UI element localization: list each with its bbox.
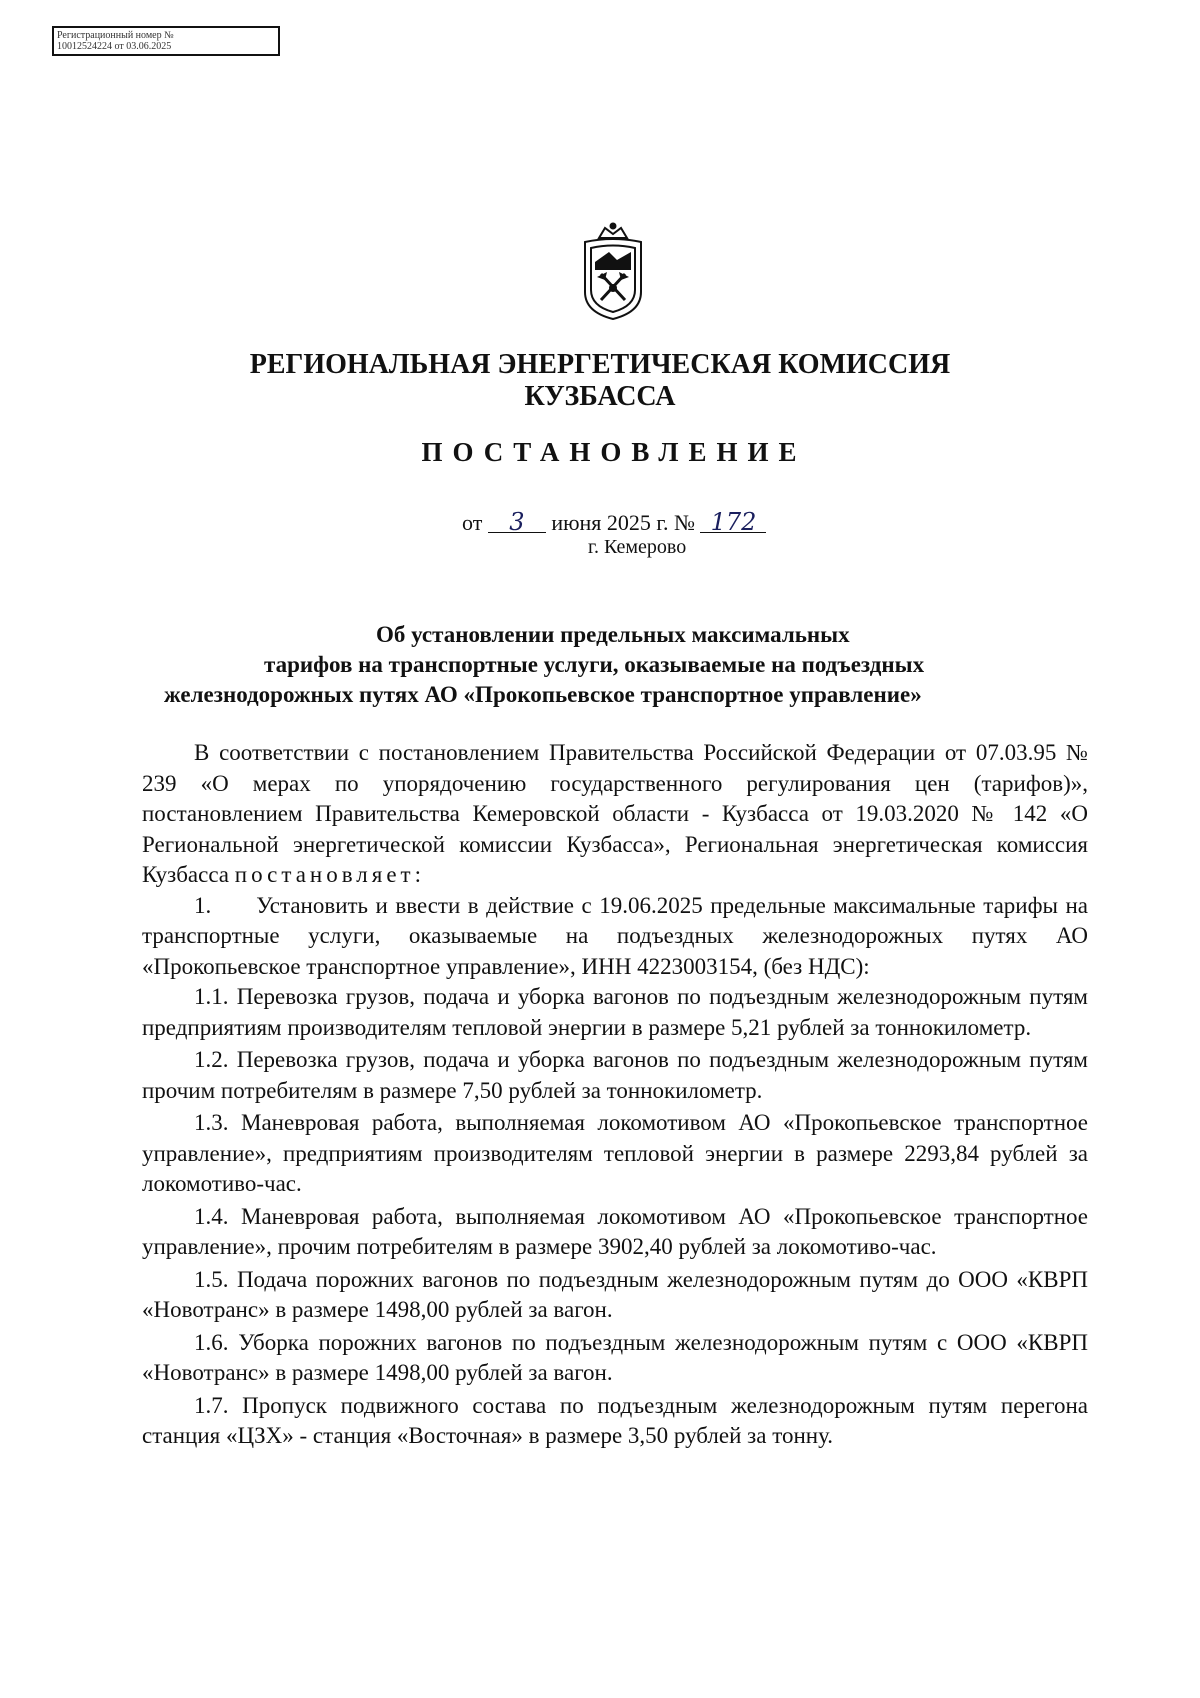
item-1-7: 1.7. Пропуск подвижного состава по подъездным железнодорожным путям перегона станция «ЦЗХ» - станция «Восточная» в размере 3,50 рублей за тонну. <box>142 1392 1088 1448</box>
organization-name-line-2: КУЗБАССА <box>524 381 676 412</box>
subject-line-3: железнодорожных путях АО «Прокопьевское транспортное управление» <box>164 682 922 707</box>
city: г. Кемерово <box>588 536 687 558</box>
item-1: 1. Установить и ввести в действие с 19.06.2025 предельные максимальные тарифы на транспортные услуги, оказываемые на подъездных железнодорожных путях АО «Прокопьевское транспортное управление», ИНН 4223003154, (без НДС): <box>142 892 1088 979</box>
date-month-year: июня 2025 г. <box>551 510 669 535</box>
document-number: 172 <box>700 512 766 533</box>
subject-line-2: тарифов на транспортные услуги, оказываемые на подъездных <box>264 652 925 677</box>
organization-name <box>0 349 1200 413</box>
date-prefix: от <box>462 510 483 535</box>
item-1-3: 1.3. Маневровая работа, выполняемая локомотивом АО «Прокопьевское транспортное управление», предприятиям производителям тепловой энергии в размере 2293,84 рублей за локомотиво-час. <box>142 1110 1088 1196</box>
date-line <box>462 510 766 536</box>
preamble-text: В соответствии с постановлением Правительства Российской Федерации от 07.03.95 № 239 «О мерах по упорядочению государственного регулирования цен (тарифов)», постановлением Правительства Кемеровской области - Кузбасса от 19.03.2020 № 142 «О Региональной энергетической комиссии Кузбасса», Региональная энергетическая комиссия Кузбасса <box>142 740 1088 887</box>
item-1-2: 1.2. Перевозка грузов, подача и уборка вагонов по подъездным железнодорожным путям прочим потребителям в размере 7,50 рублей за тоннокилометр. <box>142 1047 1088 1103</box>
document-type: ПОСТАНОВЛЕНИЕ <box>421 437 807 467</box>
document-subject <box>140 620 1080 710</box>
number-sign: № <box>673 510 695 535</box>
subject-line-1: Об установлении предельных максимальных <box>376 622 850 647</box>
registration-stamp <box>52 26 280 56</box>
organization-name-line-1: РЕГИОНАЛЬНАЯ ЭНЕРГЕТИЧЕСКАЯ КОМИССИЯ <box>249 349 951 380</box>
item-1-5: 1.5. Подача порожних вагонов по подъездным железнодорожным путям до ООО «КВРП «Новотранс» в размере 1498,00 рублей за вагон. <box>142 1266 1088 1322</box>
item-1-6: 1.6. Уборка порожних вагонов по подъездным железнодорожным путям с ООО «КВРП «Новотранс» в размере 1498,00 рублей за вагон. <box>142 1329 1088 1385</box>
item-1-4: 1.4. Маневровая работа, выполняемая локомотивом АО «Прокопьевское транспортное управление», прочим потребителям в размере 3902,40 рублей за локомотиво-час. <box>142 1203 1088 1259</box>
date-day: 3 <box>488 512 546 533</box>
coat-of-arms-icon <box>575 222 651 322</box>
item-1-1: 1.1. Перевозка грузов, подача и уборка вагонов по подъездным железнодорожным путям предприятиям производителям тепловой энергии в размере 5,21 рублей за тоннокилометр. <box>142 984 1088 1040</box>
document-body <box>142 738 1088 1452</box>
registration-line-2: 10012524224 от 03.06.2025 <box>57 41 172 52</box>
resolves-word: постановляет: <box>234 862 425 887</box>
preamble-paragraph <box>142 738 1088 891</box>
registration-line-1: Регистрационный номер № <box>57 30 174 41</box>
